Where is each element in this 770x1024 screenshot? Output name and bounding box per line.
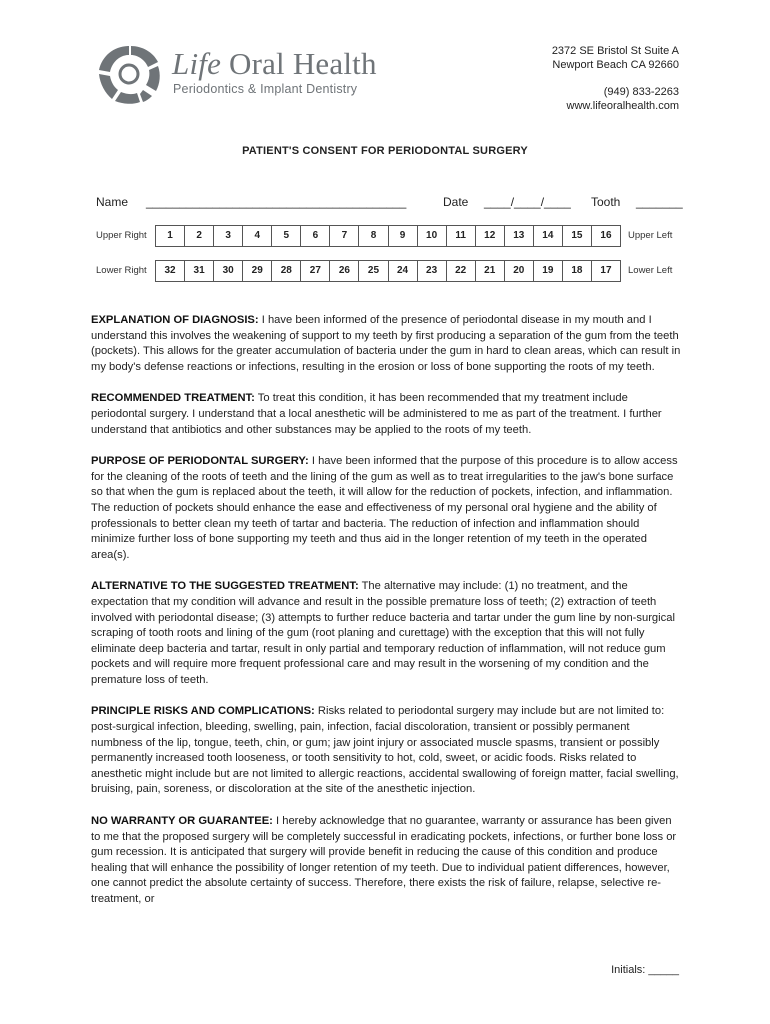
tooth-cell[interactable]: 7 [330,226,359,246]
practice-tagline: Periodontics & Implant Dentistry [173,82,358,96]
upper-teeth-grid [155,225,621,247]
website-link[interactable]: www.lifeoralhealth.com [566,100,679,112]
tooth-cell[interactable]: 6 [301,226,330,246]
section-treatment [91,391,681,438]
section-text: I have been informed that the purpose of this procedure is to allow access for the cleaning of the roots of teeth and the lining of the gum as well as to treat irregularities to the jaw's bone surface so that when the gum is replaced about the teeth, it will allow for the reduction of pockets, infection, and inflammation. The reduction of pockets should enhance the ease and effectiveness of my personal oral hygiene and the ability of professionals to better clean my teeth of tartar and bacteria. The reduction of infection and inflammation should minimize further loss of bone supporting my teeth and thus aid in the longer retention of my teeth in the operated area(s). [91,455,678,561]
tooth-cell[interactable]: 32 [156,261,185,281]
address-line1: 2372 SE Bristol St Suite A [551,45,679,57]
section-heading: EXPLANATION OF DIAGNOSIS: [91,314,259,326]
tooth-cell[interactable]: 26 [330,261,359,281]
tooth-cell[interactable]: 17 [600,265,612,276]
tooth-cell[interactable]: 3 [214,226,243,246]
section-warranty [91,814,681,908]
tooth-cell[interactable]: 22 [447,261,476,281]
section-diagnosis [91,313,681,375]
upper-left-label: Upper Left [628,230,673,241]
letterhead [0,0,770,130]
tooth-cell[interactable]: 19 [534,261,563,281]
tooth-cell[interactable]: 21 [476,261,505,281]
date-label: Date [443,195,469,209]
section-heading: ALTERNATIVE TO THE SUGGESTED TREATMENT: [91,580,359,593]
initials-field[interactable]: Initials: _____ [611,964,679,976]
section-purpose [91,454,681,563]
tooth-cell[interactable]: 5 [272,226,301,246]
tooth-cell[interactable]: 14 [534,226,563,246]
tooth-label: Tooth [591,195,621,209]
section-text: I have been informed of the presence of periodontal disease in my mouth and I understand this involves the weakening of support to my teeth by first producing a separation of the gum from the teeth (pockets). This allows for the greater accumulation of bacteria under the gum in hard to clean areas, which can result in my body's defense reactions or infections, resulting in the erosion or loss of bone supporting the roots of my teeth. [91,314,681,373]
section-risks [91,704,681,798]
tooth-cell[interactable]: 16 [600,230,612,241]
tooth-cell[interactable]: 28 [272,261,301,281]
name-label: Name [96,195,129,209]
phone-number: (949) 833-2263 [603,86,679,98]
tooth-cell[interactable]: 4 [243,226,272,246]
upper-teeth-row [96,225,684,247]
tooth-cell[interactable]: 8 [359,226,388,246]
section-text: To treat this condition, it has been recommended that my treatment include periodontal surgery. I understand that a local anesthetic will be administered to me as part of the treatment. I further understand that antibiotics and other substances may be applied to the roots of my teeth. [91,392,662,436]
section-text: Risks related to periodontal surgery may include but are not limited to: post-surgical infection, bleeding, swelling, pain, infection, facial discoloration, transient or possibly permanent numbness of the lip, tongue, teeth, chin, or gum; jaw joint injury or associated muscle spasms, transient or possibly permanently increased tooth looseness, or tooth sensitivity to hot, cold, sweet, or acidic foods. Risks related to anesthetic might include but are not limited to allergic reactions, accidental swallowing of foreign matter, facial swelling, bruising, pain, soreness, or discoloration at the site of the anesthetic injection. [91,705,679,796]
tooth-cell[interactable]: 12 [476,226,505,246]
tooth-cell[interactable]: 1 [156,226,185,246]
tooth-cell[interactable]: 20 [505,261,534,281]
lower-teeth-grid [155,260,621,282]
document-title: PATIENT'S CONSENT FOR PERIODONTAL SURGERY [242,145,528,157]
tooth-cell[interactable]: 11 [447,226,476,246]
section-heading: PURPOSE OF PERIODONTAL SURGERY: [91,455,309,468]
tooth-cell[interactable]: 9 [389,226,418,246]
tooth-field[interactable]: _______ [636,195,683,209]
patient-info-row [96,195,686,211]
lower-right-label: Lower Right [96,265,147,276]
address-line2: Newport Beach CA 92660 [552,59,679,71]
tooth-cell[interactable]: 18 [563,261,592,281]
tooth-cell[interactable]: 29 [243,261,272,281]
tooth-cell[interactable]: 27 [301,261,330,281]
section-heading: NO WARRANTY OR GUARANTEE: [91,815,273,828]
practice-name [172,46,377,82]
tooth-cell[interactable]: 24 [389,261,418,281]
jaw-logo-icon [96,44,162,104]
tooth-cell[interactable]: 15 [563,226,592,246]
section-text: I hereby acknowledge that no guarantee, warranty or assurance has been given to me that the proposed surgery will be completely successful in eradicating pockets, infections, or further bone loss or gum recession. It is anticipated that surgery will provide benefit in reducing the cause of this condition and produce healing that will enhance the possibility of longer retention of my teeth. Due to individual patient differences, however, one cannot predict the absolute certainty of success. Therefore, there exists the risk of failure, relapse, selective re-treatment, or [91,815,677,905]
date-field[interactable]: ____/____/____ [484,195,571,209]
tooth-cell[interactable]: 2 [185,226,214,246]
practice-logo [96,44,386,104]
tooth-cell[interactable]: 13 [505,226,534,246]
practice-name-rest: Oral Health [221,46,377,81]
section-heading: PRINCIPLE RISKS AND COMPLICATIONS: [91,705,315,718]
section-text: The alternative may include: (1) no treatment, and the expectation that my condition will advance and result in the possible premature loss of teeth; (2) extraction of teeth involved with periodontal disease; (3) attempts to further reduce bacteria and tartar under the gum line by non-surgical scraping of tooth roots and lining of the gum (root planing and curettage) with the exception that this will not fully eliminate deep bacteria and tartar, result in only partial and temporary reduction of inflammation, will not reduce gum pockets and will require more frequent professional care and may result in the worsening of my condition and the premature loss of teeth. [91,580,675,686]
tooth-cell[interactable]: 30 [214,261,243,281]
tooth-cell[interactable]: 10 [418,226,447,246]
name-field[interactable]: _______________________________________ [146,195,407,209]
consent-body [91,313,681,924]
upper-right-label: Upper Right [96,230,147,241]
tooth-cell[interactable]: 31 [185,261,214,281]
practice-address [552,44,679,113]
section-alternative [91,579,681,688]
tooth-cell[interactable]: 25 [359,261,388,281]
practice-name-life: Life [172,46,222,81]
lower-teeth-row [96,260,684,282]
tooth-cell[interactable]: 23 [418,261,447,281]
section-heading: RECOMMENDED TREATMENT: [91,392,255,405]
lower-left-label: Lower Left [628,265,673,276]
